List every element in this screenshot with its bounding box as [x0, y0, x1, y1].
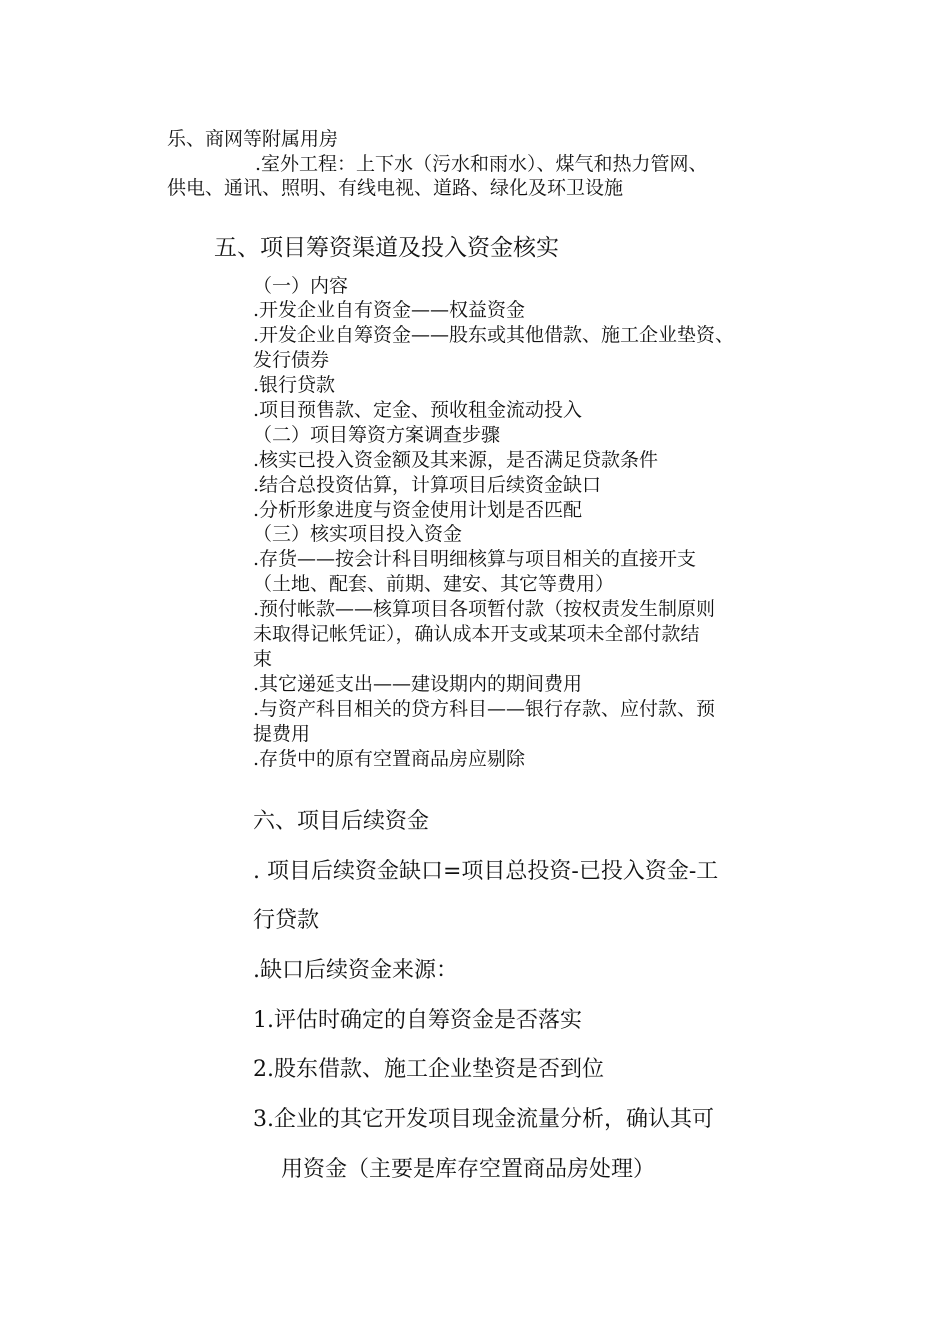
s5-line: .项目预售款、定金、预收租金流动投入 [253, 399, 583, 421]
s5-line: .结合总投资估算，计算项目后续资金缺口 [253, 474, 602, 496]
s6-line: 用资金（主要是库存空置商品房处理） [281, 1157, 656, 1182]
s5-line: .开发企业自筹资金——股东或其他借款、施工企业垫资、 [253, 324, 735, 346]
s5-line: 束 [253, 648, 273, 670]
s6-line: 2.股东借款、施工企业垫资是否到位 [253, 1057, 604, 1082]
s5-line: .开发企业自有资金——权益资金 [253, 299, 526, 321]
s5-line: .与资产科目相关的贷方科目——银行存款、应付款、预 [253, 698, 716, 720]
intro-line-3: 供电、通讯、照明、有线电视、道路、绿化及环卫设施 [167, 177, 624, 199]
s5-subheading-verify: （三）核实项目投入资金 [253, 523, 463, 545]
s5-line: .存货中的原有空置商品房应剔除 [253, 748, 526, 770]
s5-line: .存货——按会计科目明细核算与项目相关的直接开支 [253, 548, 697, 570]
intro-line-1: 乐、商网等附属用房 [167, 128, 339, 150]
s5-line: （土地、配套、前期、建安、其它等费用） [253, 573, 615, 595]
s5-line: .分析形象进度与资金使用计划是否匹配 [253, 499, 583, 521]
s5-line: 提费用 [253, 723, 311, 745]
s5-line: .银行贷款 [253, 374, 336, 396]
s6-line: 1.评估时确定的自筹资金是否落实 [253, 1008, 582, 1033]
section-6-heading: 六、项目后续资金 [253, 809, 430, 834]
s6-line: . 项目后续资金缺口=项目总投资-已投入资金-工 [253, 859, 719, 884]
intro-line-2: .室外工程：上下水（污水和雨水）、煤气和热力管网、 [255, 153, 708, 175]
s6-line: .缺口后续资金来源： [253, 958, 458, 983]
section-5-heading: 五、项目筹资渠道及投入资金核实 [214, 235, 559, 261]
s6-line: 行贷款 [253, 908, 320, 933]
s5-line: 未取得记帐凭证），确认成本开支或某项未全部付款结 [253, 623, 700, 645]
s5-line: 发行债券 [253, 349, 330, 371]
s5-line: .其它递延支出——建设期内的期间费用 [253, 673, 583, 695]
s6-line: 3.企业的其它开发项目现金流量分析，确认其可 [253, 1107, 714, 1132]
s5-line: .预付帐款——核算项目各项暂付款（按权责发生制原则 [253, 598, 716, 620]
s5-subheading-steps: （二）项目筹资方案调查步骤 [253, 424, 501, 446]
s5-subheading-content: （一）内容 [253, 275, 349, 297]
s5-line: .核实已投入资金额及其来源，是否满足贷款条件 [253, 449, 659, 471]
